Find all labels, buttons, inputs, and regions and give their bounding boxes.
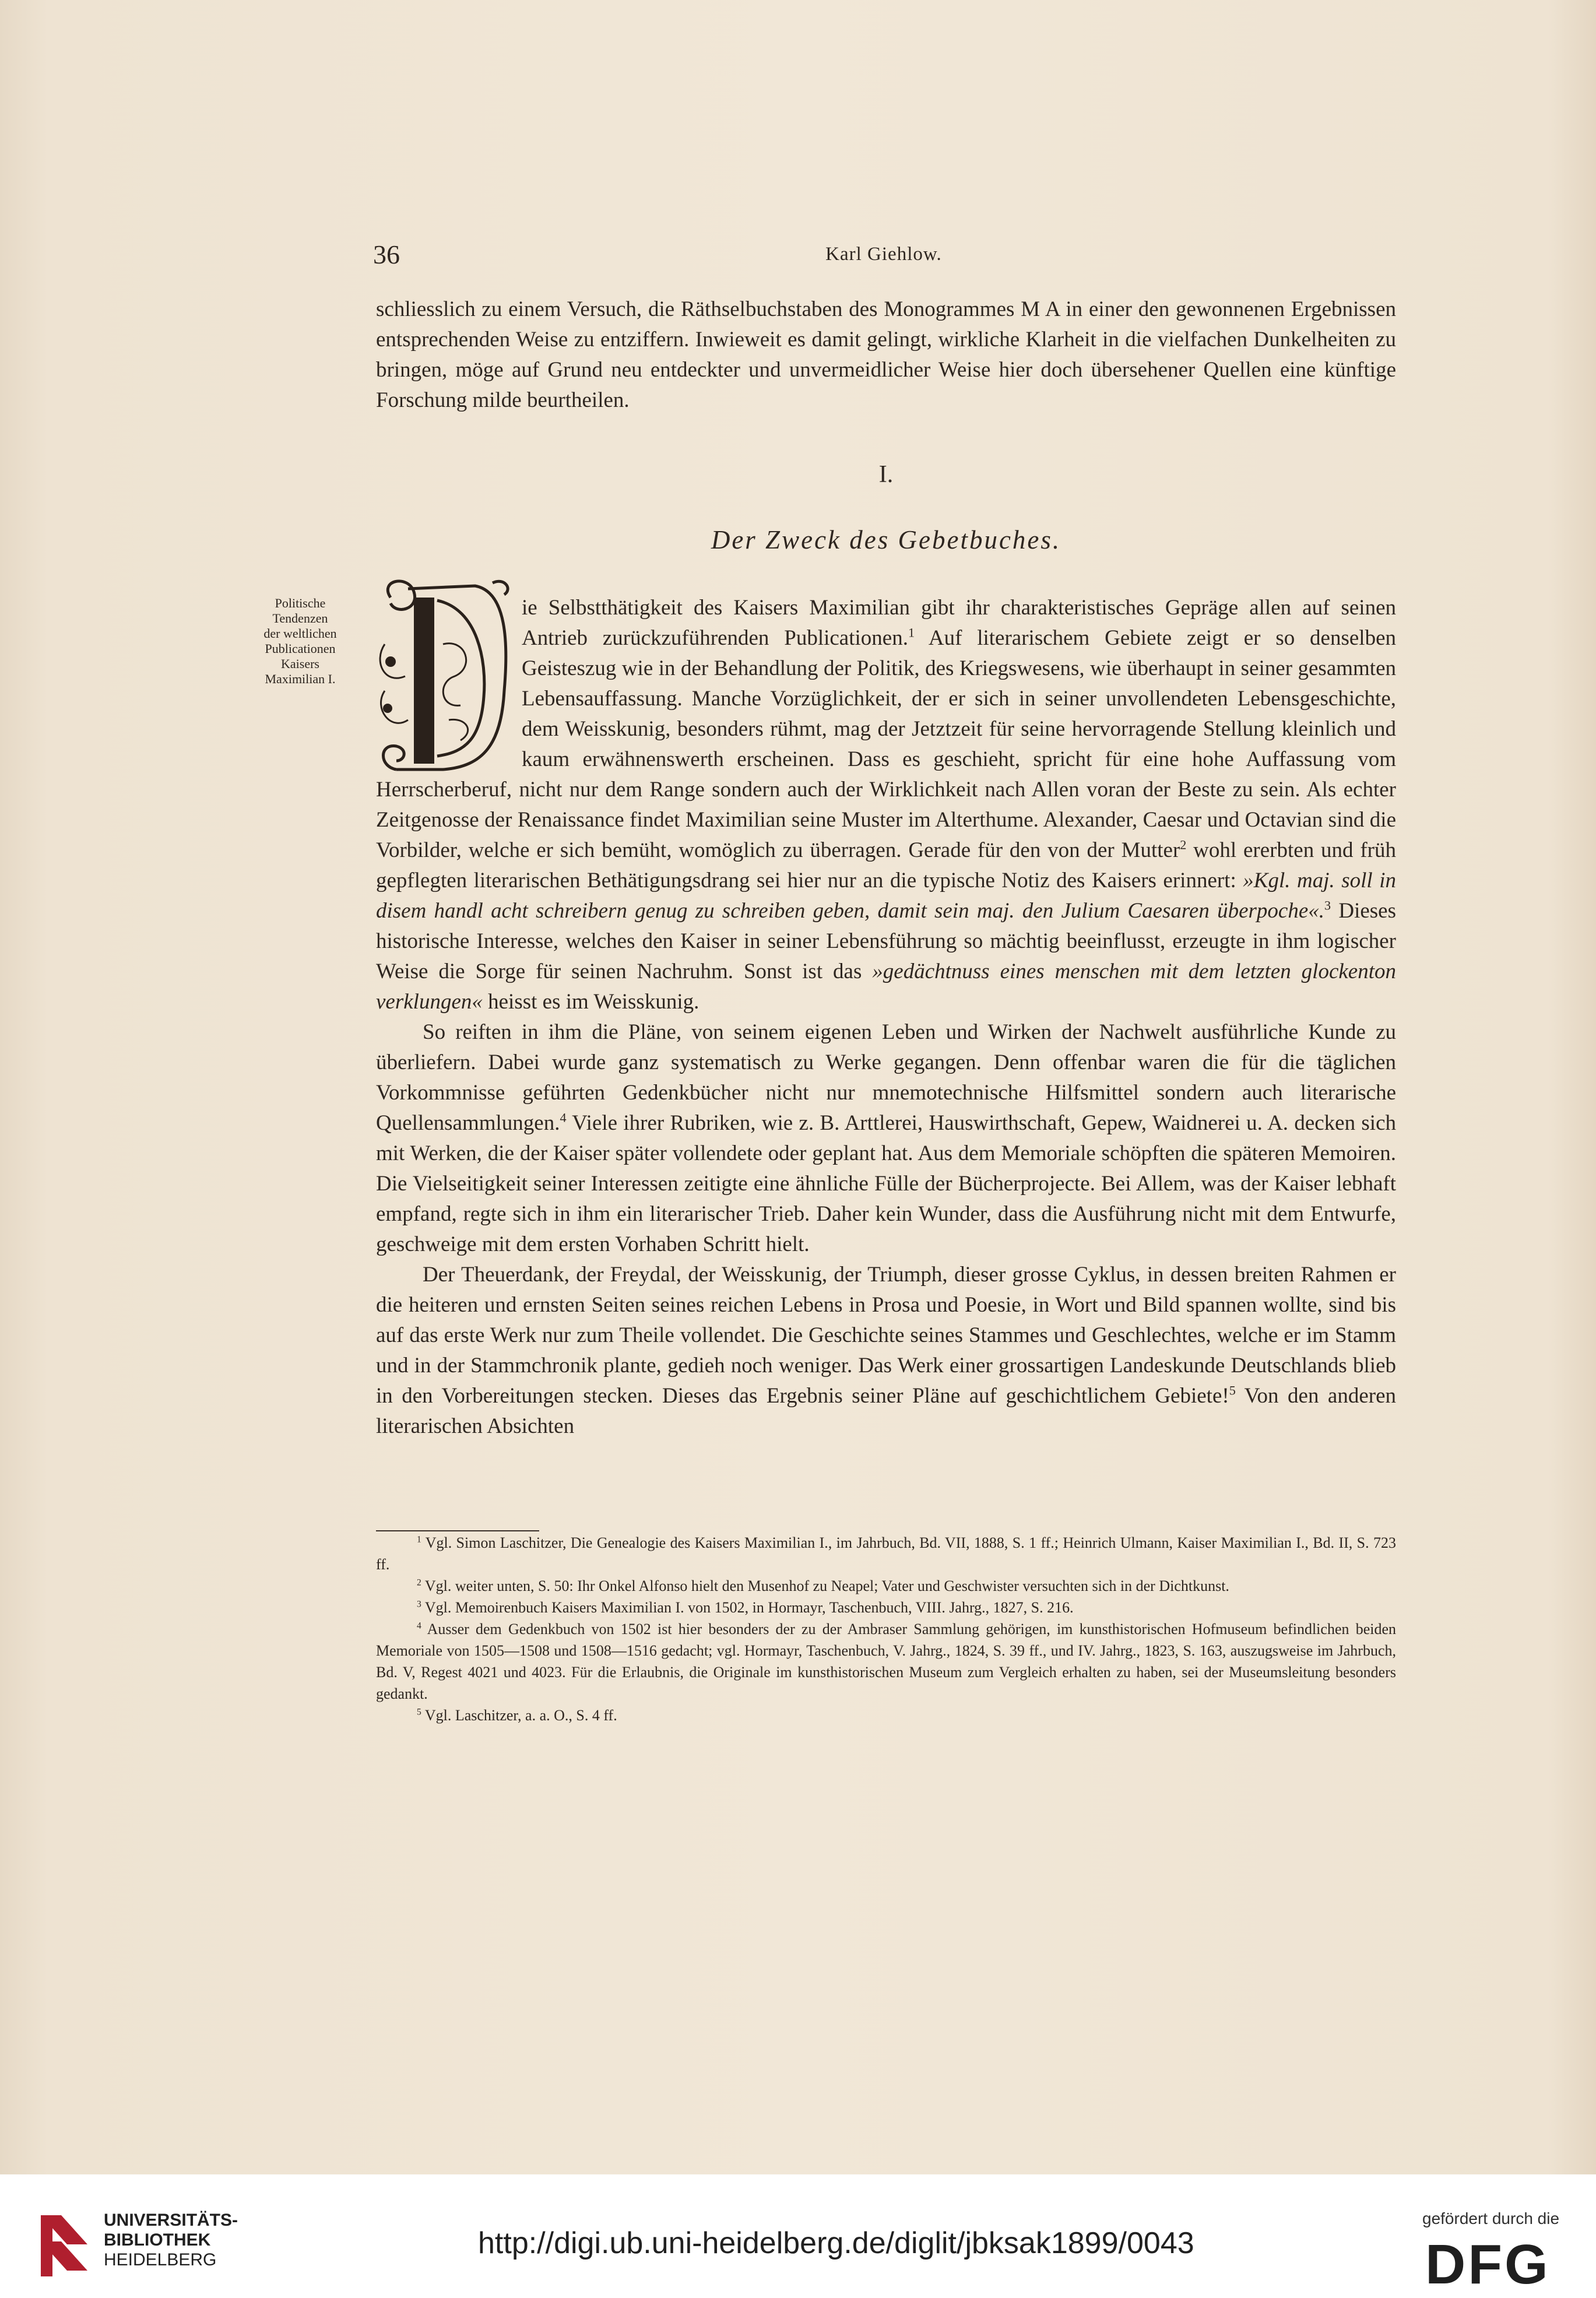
margin-note-line: Kaisers: [281, 656, 319, 671]
section-title: Der Zweck des Gebetbuches.: [711, 525, 1061, 554]
margin-note-line: Tendenzen: [272, 611, 328, 626]
footnote-mark: 2: [417, 1577, 421, 1588]
text-run: wohl ererbten und früh gepflegten literarischen Bethätigungsdrang sei hier nur an die typische Notiz des Kaisers erinnert:: [376, 838, 1396, 893]
footnote-mark: 3: [417, 1599, 421, 1610]
footnote-text: Vgl. weiter unten, S. 50: Ihr Onkel Alfonso hielt den Musenhof zu Neapel; Vater und Geschwister versuchten sich in der Dichtkunst.: [421, 1577, 1229, 1594]
text-run: Viele ihrer Rubriken, wie z. B. Arttlerei, Hauswirthschaft, Gepew, Waidnerei u. A. decken sich mit Werken, die der Kaiser später vollendete oder geplant hat. Aus dem Memoriale schöpften die späteren Memoiren. Die Vielseitigkeit seiner Interessen zeitigte eine ähnliche Fülle der Bücherprojecte. Bei Allem, was der Kaiser lebhaft empfand, regte sich in ihm ein literarischer Trieb. Daher kein Wunder, dass die Ausführung nicht mit dem Entwurfe, geschweige mit dem ersten Vorhaben Schritt hielt.: [376, 1111, 1396, 1256]
margin-note: [251, 596, 350, 687]
footnotes: [376, 1532, 1396, 1726]
library-name-line: UNIVERSITÄTS-: [104, 2211, 238, 2230]
footnote-ref: 1: [908, 625, 915, 640]
quotation: »Kgl. maj. soll in disem handl acht schreibern genug zu schreiben geben, damit sein maj. den Julium Caesaren überpoche«.: [376, 869, 1396, 923]
paragraph-2: [376, 1017, 1396, 1260]
footnote: [376, 1575, 1396, 1597]
text-run: Von den anderen literarischen Absichten: [376, 1384, 1396, 1438]
margin-note-line: der weltlichen: [263, 626, 337, 641]
main-text: [376, 593, 1396, 1442]
intro-paragraph: [376, 294, 1396, 416]
footnote: [376, 1618, 1396, 1705]
margin-note-line: Politische: [275, 596, 326, 610]
footnote-mark: 5: [417, 1707, 421, 1717]
footnote: [376, 1597, 1396, 1618]
footnote: [376, 1705, 1396, 1726]
intro-text: schliesslich zu einem Versuch, die Räthselbuchstaben des Monogrammes M A in einer den gewonnenen Ergebnissen entsprechenden Weise zu entziffern. Inwieweit es damit gelingt, wirkliche Klarheit in die vielfachen Dunkelheiten zu bringen, möge auf Grund neu entdeckter und unvermeidlicher Weise hier doch übersehener Quellen eine künftige Forschung milde beurtheilen.: [376, 297, 1396, 412]
text-run: Auf literarischem Gebiete zeigt er so denselben Geisteszug wie in der Behandlung der Politik, des Kriegswesens, wie überhaupt in seiner gesammten Lebensauffassung. Manche Vorzüglichkeit, der er sich in seiner unvollendeten Lebensgeschichte, dem Weisskunig, besonders rühmt, mag der Jetztzeit für seine hervorragende Stellung kleinlich und kaum erwähnenswerth erscheinen. Dass es geschieht, spricht für eine hohe Auffassung vom Herrscherberuf, nicht nur dem Range sondern auch der Wirklichkeit nach Allen voran der Beste zu sein. Als echter Zeitgenosse der Renaissance findet Maximilian seine Muster im Alterthume. Alexander, Caesar und Octavian sind die Vorbilder, welche er sich bemüht, womöglich zu überragen. Gerade für den von der Mutter: [376, 626, 1396, 862]
text-run: Der Theuerdank, der Freydal, der Weisskunig, der Triumph, dieser grosse Cyklus, in dessen breiten Rahmen er die heiteren und ernsten Seiten seines reichen Lebens in Prosa und Poesie, in Wort und Bild spannen wollte, sind bis auf das erste Werk nur zum Theile vollendet. Die Geschichte seines Stammes und Geschlechtes, welche er im Stamm und in der Stammchronik plante, gedieh noch weniger. Das Werk einer grossartigen Landeskunde Deutschlands blieb in den Vorbereitungen stecken. Dieses das Ergebnis seiner Pläne auf geschichtlichem Gebiete!: [376, 1263, 1396, 1408]
permalink-url[interactable]: http://digi.ub.uni-heidelberg.de/diglit/jbksak1899/0043: [478, 2226, 1194, 2260]
library-name-line: HEIDELBERG: [104, 2250, 217, 2269]
running-head-author: Karl Giehlow.: [825, 244, 942, 265]
footnote-text: Vgl. Laschitzer, a. a. O., S. 4 ff.: [421, 1707, 617, 1724]
quotation: »gedächtnuss eines menschen mit dem letzten glockenton verklungen«: [376, 960, 1396, 1014]
initial-spacer: [376, 593, 522, 774]
text-run: So reiften in ihm die Pläne, von seinem eigenen Leben und Wirken der Nachwelt ausführliche Kunde zu überliefern. Dabei wurde ganz systematisch zu Werke gegangen. Denn offenbar waren die für die täglichen Vorkommnisse geführten Gedenkbücher nicht nur mnemotechnische Hilfsmittel sondern auch literarische Quellensammlungen.: [376, 1020, 1396, 1135]
text-run: Dieses historische Interesse, welches den Kaiser in seiner Lebensführung so mächtig beeinflusst, erzeugte in ihm logischer Weise die Sorge für seinen Nachruhm. Sonst ist das: [376, 899, 1396, 983]
footnote-ref: 3: [1324, 898, 1331, 913]
footnote-mark: 4: [417, 1621, 421, 1631]
university-library-logo-icon: [38, 2209, 90, 2279]
footnote: [376, 1532, 1396, 1575]
library-name-line: BIBLIOTHEK: [104, 2230, 211, 2250]
footnote-text: Ausser dem Gedenkbuch von 1502 ist hier besonders der zu der Ambraser Sammlung gehörigen, im kunsthistorischen Hofmuseum befindlichen beiden Memoriale von 1505—1508 und 1508—1516 gedacht; vgl. Hormayr, Taschenbuch, V. Jahrg., 1824, S. 39 ff., und IV. Jahrg., 1823, S. 163, auszugsweise im Jahrbuch, Bd. V, Regest 4021 und 4023. Für die Erlaubnis, die Originale im kunsthistorischen Museum zum Vergleich erhalten zu haben, sei der Museumsleitung besonders gedankt.: [376, 1621, 1396, 1702]
footnote-ref: 4: [560, 1110, 567, 1125]
page-header: [373, 239, 1394, 280]
dfg-logo: DFG: [1425, 2233, 1551, 2296]
section-number: I.: [878, 461, 894, 488]
footnote-text: Vgl. Memoirenbuch Kaisers Maximilian I. von 1502, in Hormayr, Taschenbuch, VIII. Jahrg., 1827, S. 216.: [421, 1599, 1074, 1616]
footnote-text: Vgl. Simon Laschitzer, Die Genealogie des Kaisers Maximilian I., im Jahrbuch, Bd. VII, 1888, S. 1 ff.; Heinrich Ulmann, Kaiser Maximilian I., Bd. II, S. 723 ff.: [376, 1534, 1396, 1573]
paragraph-1: [376, 593, 1396, 1017]
footnote-ref: 5: [1229, 1383, 1236, 1398]
text-run: ie Selbstthätigkeit des Kaisers Maximilian gibt ihr charakteristisches Gepräge allen auf seinen Antrieb zurückzuführenden Publicationen.: [522, 596, 1396, 650]
page-number: 36: [373, 240, 400, 269]
margin-note-line: Publicationen: [265, 641, 336, 656]
footnote-mark: 1: [417, 1534, 421, 1545]
paragraph-3: [376, 1260, 1396, 1442]
text-run: heisst es im Weisskunig.: [482, 990, 699, 1014]
footnote-divider: [376, 1530, 539, 1531]
library-name: [104, 2211, 238, 2270]
funding-label: gefördert durch die: [1422, 2209, 1560, 2227]
footnote-ref: 2: [1180, 837, 1187, 852]
margin-note-line: Maximilian I.: [265, 672, 336, 686]
